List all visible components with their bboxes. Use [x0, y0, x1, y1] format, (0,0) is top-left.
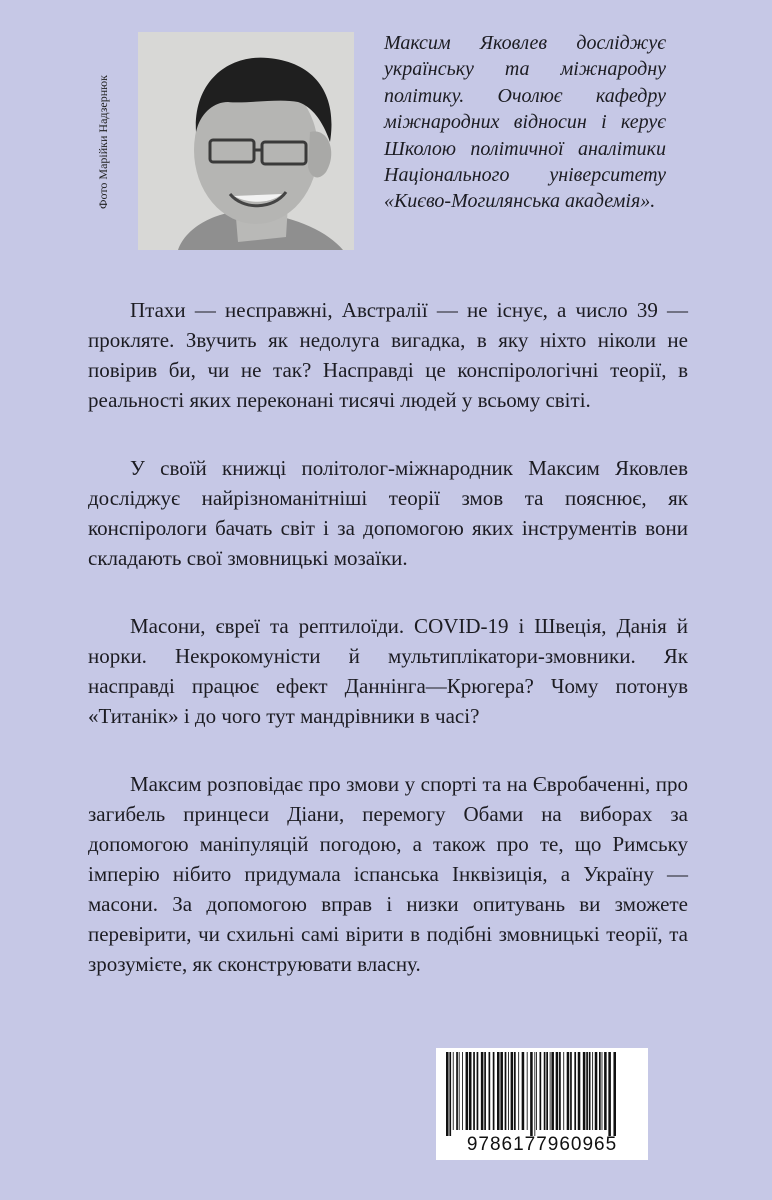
barcode-bar	[592, 1052, 593, 1130]
barcode-bar	[469, 1052, 472, 1130]
barcode-bar	[556, 1052, 559, 1130]
barcode-bar	[493, 1052, 495, 1130]
barcode-bar	[602, 1052, 603, 1130]
isbn-number: 9786177960965	[466, 1134, 618, 1155]
barcode-bar	[559, 1052, 561, 1130]
barcode-bar	[608, 1052, 611, 1136]
barcode-bar	[540, 1052, 542, 1130]
barcode-bar	[456, 1052, 458, 1130]
barcode-bar	[508, 1052, 509, 1130]
barcode-bar	[574, 1052, 576, 1130]
barcode-bar	[511, 1052, 514, 1130]
barcode-bar	[551, 1052, 554, 1130]
barcode-bar	[527, 1052, 528, 1130]
barcode-bar	[578, 1052, 581, 1130]
book-description	[88, 295, 688, 1017]
barcode-bar	[613, 1052, 616, 1136]
barcode-bar	[550, 1052, 551, 1130]
barcode-bar	[462, 1052, 463, 1130]
barcode-bar	[497, 1052, 500, 1130]
barcode-bar	[604, 1052, 607, 1130]
barcode-bar	[518, 1052, 519, 1130]
barcode-bar	[481, 1052, 484, 1130]
author-photo	[138, 32, 354, 250]
barcode-bar	[453, 1052, 454, 1130]
barcode-bar	[489, 1052, 491, 1130]
description-paragraph-3: Масони, євреї та рептилоїди. COVID-19 і Швеція, Данія й норки. Некрокомуністи й мультиплікатори-змовники. Як насправді працює ефект Даннінга—Крюгера? Чому потонув «Титанік» і до чого тут мандрівники в часі?	[88, 614, 688, 728]
barcode-bar	[459, 1052, 460, 1130]
barcode-bar	[446, 1052, 449, 1136]
photo-credit: Фото Марійки Надзернюк	[96, 75, 110, 209]
barcode-bar	[514, 1052, 516, 1130]
barcode-bar	[477, 1052, 479, 1130]
barcode-bars	[436, 1052, 648, 1136]
barcode-bar	[466, 1052, 469, 1130]
barcode-bar	[567, 1052, 570, 1130]
barcode-bar	[544, 1052, 546, 1130]
author-bio: Максим Яковлев досліджує українську та міжнародну політику. Очолює кафедру міжнародних відносин і керує Школою політичної аналітики Національного університету «Києво-Могилянська академія».	[384, 32, 666, 213]
barcode-bar	[536, 1052, 537, 1130]
barcode-bar	[589, 1052, 591, 1130]
barcode-bar	[546, 1052, 548, 1130]
barcode-bar	[563, 1052, 564, 1130]
barcode-bar	[449, 1052, 451, 1136]
barcode-bar	[586, 1052, 588, 1130]
barcode-bar	[583, 1052, 586, 1130]
isbn-barcode	[436, 1048, 648, 1160]
barcode-bar	[473, 1052, 475, 1130]
description-paragraph-2: У своїй книжці політолог-міжнародник Максим Яковлев досліджує найрізноманітніші теорії змов та пояснює, як конспірологи бачать світ і за допомогою яких інструментів вони складають свої змовницькі мозаїки.	[88, 456, 688, 570]
barcode-bar	[570, 1052, 572, 1130]
barcode-bar	[595, 1052, 598, 1130]
barcode-bar	[522, 1052, 525, 1130]
barcode-bar	[505, 1052, 507, 1130]
barcode-bar	[530, 1052, 533, 1136]
description-paragraph-1: Птахи — несправжні, Австралії — не існує, а число 39 — прокляте. Звучить як недолуга вигадка, в яку ніхто ніколи не повірив би, чи не так? Насправді це конспірологічні теорії, в реальності яких переконані тисячі людей у всьому світі.	[88, 298, 688, 412]
barcode-bar	[599, 1052, 601, 1130]
barcode-bar	[484, 1052, 486, 1130]
barcode-bar	[500, 1052, 503, 1130]
description-paragraph-4: Максим розповідає про змови у спорті та на Євробаченні, про загибель принцеси Діани, перемогу Обами на виборах за допомогою маніпуляцій погодою, а також про те, що Римську імперію нібито придумала іспанська Інквізиція, а Україну — масони. За допомогою вправ і низки опитувань ви зможете перевірити, чи схильні самі вірити в подібні змовницькі теорії, та зрозумієте, як сконструювати власну.	[88, 772, 688, 976]
barcode-bar	[534, 1052, 535, 1136]
